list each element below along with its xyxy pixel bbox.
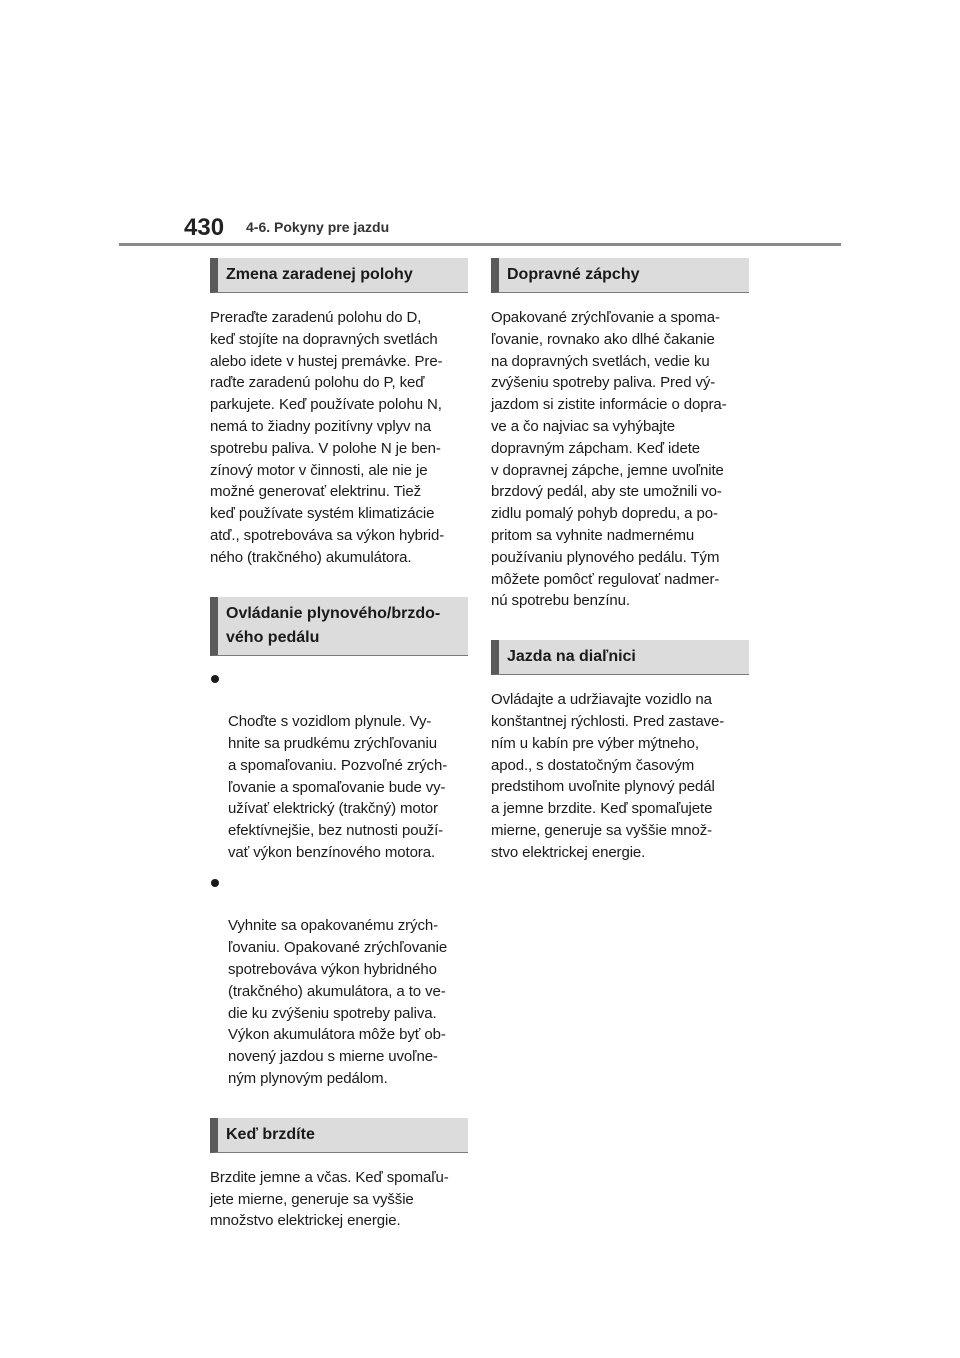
- bullet-dot-icon: [211, 879, 219, 887]
- list-item: [210, 668, 468, 864]
- section-body-braking: Brzdite jemne a včas. Keď spomaľu- jete mierne, generuje sa vyššie množstvo elektrickej energie.: [210, 1168, 449, 1230]
- section-heading-braking: Keď brzdíte: [210, 1118, 468, 1153]
- list-item-text: Vyhnite sa opakovanému zrých- ľovaniu. Opakované zrýchľovanie spotrebováva výkon hybridného (trakčného) akumulátora, a to ve- die ku zvýšeniu spotreby paliva. Výkon akumulátora môže byť ob- novený jazdou s mierne uvoľne- ným plynovým pedálom.: [228, 917, 448, 1087]
- page-number: 430: [184, 214, 225, 241]
- header-rule: [119, 243, 841, 246]
- chapter-title: 4-6. Pokyny pre jazdu: [246, 219, 390, 235]
- list-item-text: Choďte s vozidlom plynule. Vy- hnite sa prudkému zrýchľovaniu a spomaľovaniu. Pozvoľné zrých- ľovanie a spomaľovanie bude vy- užívať elektrický (trakčný) motor efektívnejšie, bez nutnosti použí- vať výkon benzínového motora.: [228, 713, 448, 861]
- right-column: [491, 258, 749, 864]
- left-column: [210, 258, 468, 1232]
- section-body-highway-driving: Ovládajte a udržiavajte vozidlo na konštantnej rýchlosti. Pred zastave- ním u kabín pre výber mýtneho, apod., s dostatočným časovým predstihom uvoľnite plynový pedál a jemne brzdite. Keď spomaľujete mierne, generuje sa vyššie množ- stvo elektrickej energie.: [491, 691, 725, 861]
- list-item: [210, 872, 468, 1090]
- section-heading-highway-driving: Jazda na diaľnici: [491, 640, 749, 675]
- section-body-shift-position: Preraďte zaradenú polohu do D, keď stojíte na dopravných svetlách alebo idete v hustej premávke. Pre- raďte zaradenú polohu do P, keď parkujete. Keď používate polohu N, nemá to žiadny pozitívny vplyv na spotrebu paliva. V polohe N je ben- zínový motor v činnosti, ale nie je možné generovať elektrinu. Tiež keď používate systém klimatizácie atď., spotrebováva sa výkon hybrid- ného (trakčného) akumulátora.: [210, 309, 445, 566]
- bullet-dot-icon: [211, 675, 219, 683]
- section-heading-traffic-jams: Dopravné zápchy: [491, 258, 749, 293]
- section-body-traffic-jams: Opakované zrýchľovanie a spoma- ľovanie, rovnako ako dlhé čakanie na dopravných svetlách, vedie ku zvýšeniu spotreby paliva. Pred vý- jazdom si zistite informácie o dopra- ve a čo najviac sa vyhýbajte dopravným zápcham. Keď idete v dopravnej zápche, jemne uvoľnite brzdový pedál, aby ste umožnili vo- zidlu pomalý pohyb dopredu, a po- pritom sa vyhnite nadmernému používaniu plynového pedálu. Tým môžete pomôcť regulovať nadmer- nú spotrebu benzínu.: [491, 309, 727, 610]
- section-heading-pedal-control: Ovládanie plynového/brzdo- vého pedálu: [210, 597, 468, 656]
- pedal-control-list: [210, 668, 468, 1090]
- section-heading-shift-position: Zmena zaradenej polohy: [210, 258, 468, 293]
